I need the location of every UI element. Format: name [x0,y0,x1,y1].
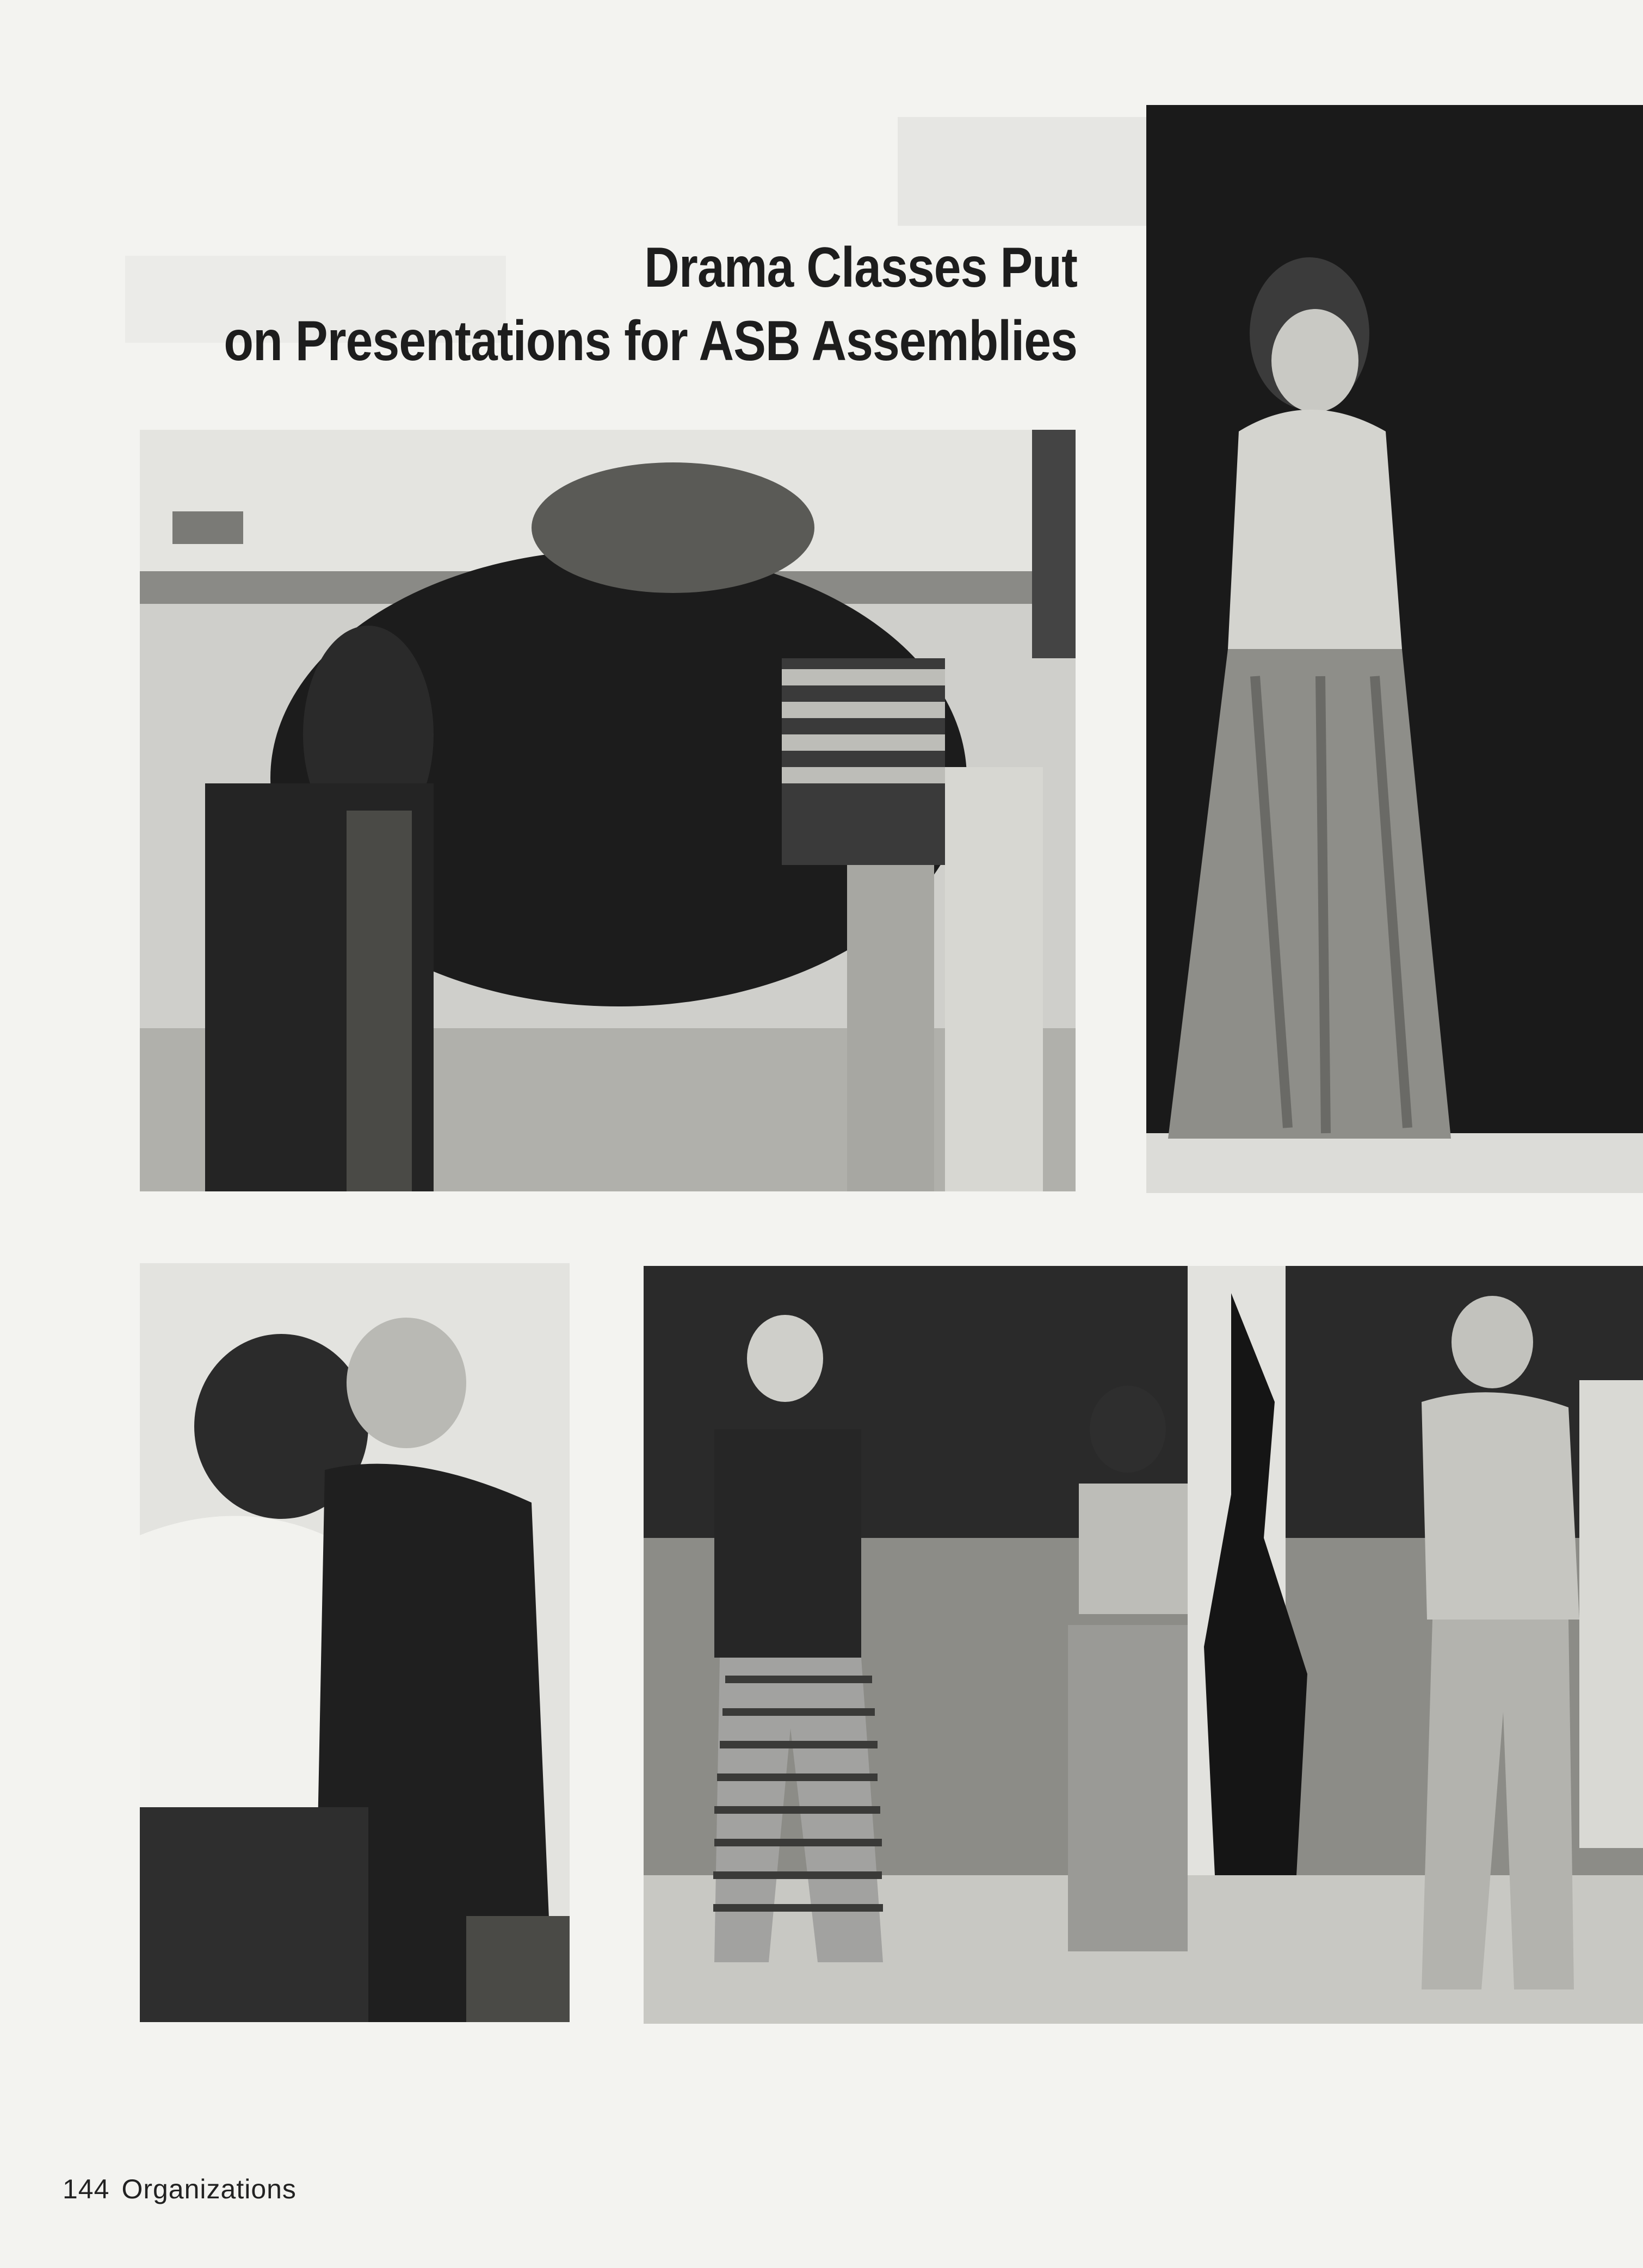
headline-line-2: on Presentations for ASB Assemblies [224,310,1077,373]
photo-three-actors-on-stage [644,1266,1643,2024]
photo-group-reaching-upward [140,430,1076,1191]
section-name: Organizations [121,2174,297,2204]
page-number: 144 [63,2174,110,2204]
photo-couple-in-scene [140,1263,570,2022]
page-folio [63,2173,297,2205]
bleed-through-box [898,117,1148,226]
page-headline [188,231,1077,378]
headline-line-1: Drama Classes Put [644,236,1077,299]
photo-woman-on-stage [1146,105,1643,1193]
